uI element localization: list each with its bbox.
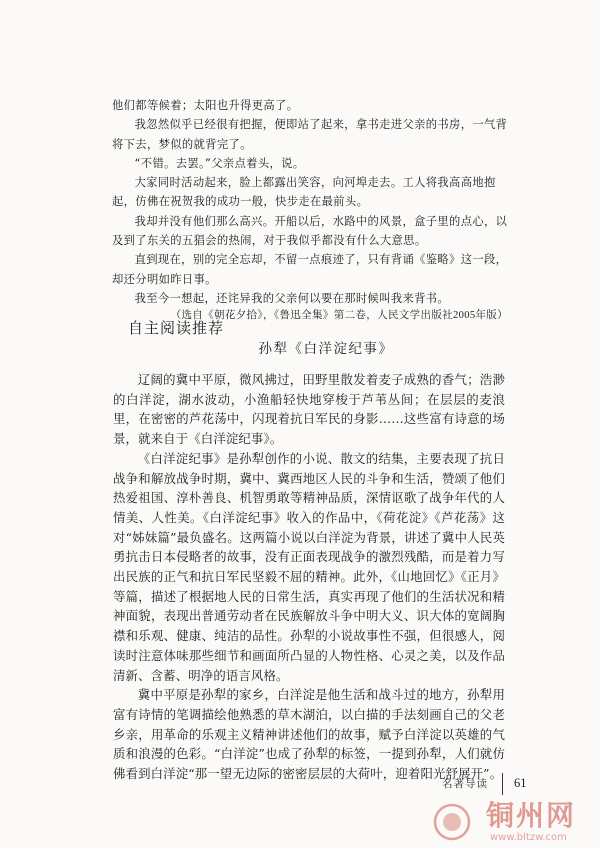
- essay-paragraph: 辽阔的冀中平原，微风拂过，田野里散发着麦子成熟的香气；浩渺的白洋淀，湖水波动，小渔船轻快地穿梭于芦苇丛间；在层层的麦浪里，在密密的芦花荡中，闪现着抗日军民的身影……这些富有诗意的场景，就来自于《白洋淀纪事》。: [113, 372, 505, 447]
- book-title: 孙犁《白洋淀纪事》: [258, 341, 394, 357]
- excerpt-paragraph: 我却并没有他们那么高兴。开船以后，水路中的风景，盒子里的点心，以及到了东关的五猖会的热闹，对于我似乎都没有什么大意思。: [112, 214, 508, 248]
- footer-divider: [502, 773, 503, 795]
- excerpt-paragraph: “不错。去罢。”父亲点着头，说。: [134, 156, 305, 170]
- excerpt-paragraph: 大家同时活动起来，脸上都露出笑容，向河埠走去。工人将我高高地抱起，仿佛在祝贺我的成功一般，快步走在最前头。: [112, 176, 496, 209]
- watermark-brand: 铜州网: [486, 799, 577, 832]
- section-heading: 自主阅读推荐: [128, 319, 225, 337]
- site-watermark: [428, 800, 598, 848]
- watermark-url: www.bltzw.com: [490, 832, 567, 843]
- essay-paragraph: 冀中平原是孙犁的家乡，白洋淀是他生活和战斗过的地方，孙犁用富有诗情的笔调描绘他熟悉的草木湖泊，以白描的手法刻画自己的父老乡亲，用革命的乐观主义精神讲述他们的故事，赋予白洋淀以英雄的气质和浪漫的色彩。“白洋淀”也成了孙犁的标签，一提到孙犁，人们就仿佛看到白洋淀“那一望无边际的密密层层的大荷叶，迎着阳光舒展开”。: [113, 687, 505, 782]
- footer-section-label: 名著导读: [442, 778, 488, 790]
- excerpt-paragraph: 我忽然似乎已经很有把握，便即站了起来，拿书走进父亲的书房，一气背将下去，梦似的就背完了。: [112, 118, 508, 151]
- watermark-logo-icon: [432, 802, 472, 842]
- excerpt-paragraph: 他们都等候着；太阳也升得更高了。: [112, 99, 299, 112]
- excerpt-text: [112, 96, 508, 325]
- excerpt-paragraph: 直到现在，别的完全忘却，不留一点痕迹了，只有背诵《鉴略》这一段，却还分明如昨日事。: [112, 253, 508, 286]
- excerpt-source-citation: （选自《朝花夕拾》，《鲁迅全集》第二卷，人民文学出版社2005年版）: [170, 310, 508, 322]
- essay-paragraph: 《白洋淀纪事》是孙犁创作的小说、散文的结集，主要表现了抗日战争和解放战争时期，冀中、冀西地区人民的斗争和生活，赞颂了他们热爱祖国、淳朴善良、机智勇敢等精神品质，深情讴歌了战争年代的人情美、人性美。《白洋淀纪事》收入的作品中，《荷花淀》《芦花荡》这对“姊妹篇”最负盛名。这两篇小说以白洋淀为背景，讲述了冀中人民英勇抗击日本侵略者的故事，没有正面表现战争的激烈残酷，而是着力写出民族的正气和抗日军民坚毅不屈的精神。此外，《山地回忆》《正月》等篇，描述了根据地人民的日常生活，真实再现了他们的生活状况和精神面貌，表现出普通劳动者在民族解放斗争中明大义、识大体的宽阔胸襟和乐观、健康、纯洁的品性。孙犁的小说故事性不强，但很感人，阅读时注意体味那些细节和画面所凸显的人物性格、心灵之美，以及作品清新、含蓄、明净的语言风格。: [113, 450, 505, 683]
- page-number: 61: [514, 776, 527, 790]
- essay-text: [113, 370, 505, 784]
- excerpt-paragraph: 我至今一想起，还诧异我的父亲何以要在那时候叫我来背书。: [134, 291, 450, 305]
